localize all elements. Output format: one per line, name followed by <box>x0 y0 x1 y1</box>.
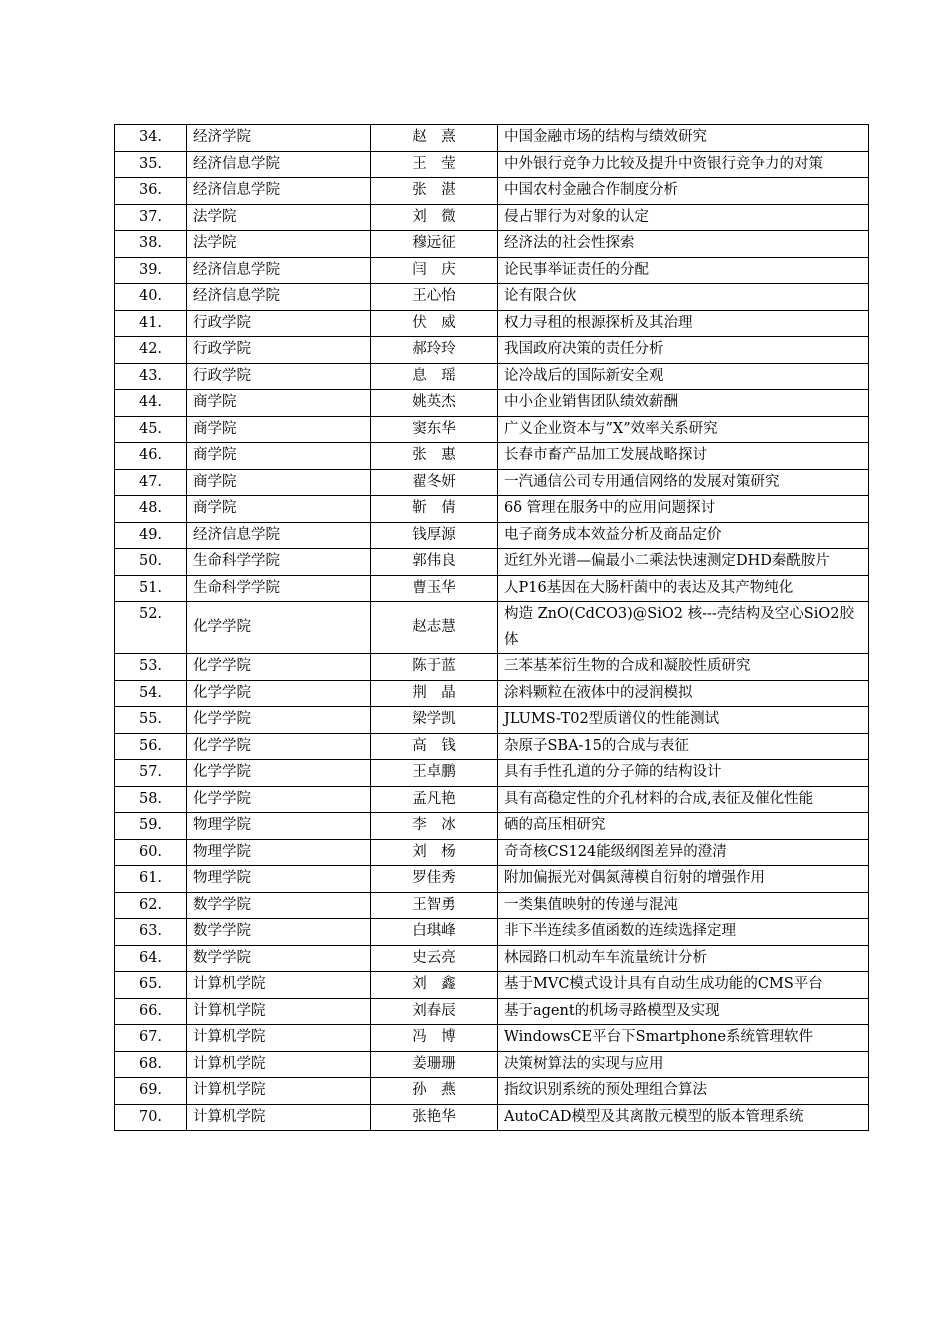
row-name: 张 湛 <box>371 178 498 205</box>
row-name: 姚英杰 <box>371 390 498 417</box>
table-row <box>115 496 869 523</box>
row-name: 刘 杨 <box>371 839 498 866</box>
row-number: 65. <box>115 972 187 999</box>
row-title: JLUMS-T02型质谱仪的性能测试 <box>498 707 869 734</box>
row-name: 王心怡 <box>371 284 498 311</box>
table-row <box>115 1051 869 1078</box>
table-row <box>115 549 869 576</box>
row-college: 经济学院 <box>187 125 371 152</box>
table-row <box>115 575 869 602</box>
table-row <box>115 416 869 443</box>
row-college: 计算机学院 <box>187 1025 371 1052</box>
row-college: 经济信息学院 <box>187 151 371 178</box>
row-title: 中外银行竞争力比较及提升中资银行竞争力的对策 <box>498 151 869 178</box>
row-name: 郝玲玲 <box>371 337 498 364</box>
row-name: 王 莹 <box>371 151 498 178</box>
row-name: 郭伟良 <box>371 549 498 576</box>
row-name: 姜珊珊 <box>371 1051 498 1078</box>
row-name: 张 惠 <box>371 443 498 470</box>
row-number: 52. <box>115 602 187 654</box>
table-row <box>115 125 869 152</box>
row-college: 计算机学院 <box>187 1104 371 1131</box>
row-name: 穆远征 <box>371 231 498 258</box>
row-name: 翟冬妍 <box>371 469 498 496</box>
row-college: 商学院 <box>187 469 371 496</box>
table-row <box>115 363 869 390</box>
row-number: 61. <box>115 866 187 893</box>
row-number: 69. <box>115 1078 187 1105</box>
row-number: 44. <box>115 390 187 417</box>
row-title: 侵占罪行为对象的认定 <box>498 204 869 231</box>
row-name: 赵志慧 <box>371 602 498 654</box>
row-name: 闫 庆 <box>371 257 498 284</box>
row-college: 行政学院 <box>187 337 371 364</box>
row-number: 55. <box>115 707 187 734</box>
row-name: 钱厚源 <box>371 522 498 549</box>
row-number: 66. <box>115 998 187 1025</box>
table-row <box>115 839 869 866</box>
row-title: 论民事举证责任的分配 <box>498 257 869 284</box>
row-name: 王卓鹏 <box>371 760 498 787</box>
row-title: 中国金融市场的结构与绩效研究 <box>498 125 869 152</box>
row-number: 45. <box>115 416 187 443</box>
table-row <box>115 1078 869 1105</box>
row-number: 34. <box>115 125 187 152</box>
table-row <box>115 469 869 496</box>
row-college: 化学学院 <box>187 707 371 734</box>
row-name: 息 瑶 <box>371 363 498 390</box>
table-row <box>115 390 869 417</box>
row-title: 三苯基苯衍生物的合成和凝胶性质研究 <box>498 654 869 681</box>
row-name: 冯 博 <box>371 1025 498 1052</box>
table-row <box>115 284 869 311</box>
row-name: 荆 晶 <box>371 680 498 707</box>
row-number: 53. <box>115 654 187 681</box>
row-name: 刘 微 <box>371 204 498 231</box>
row-title: 一类集值映射的传递与混沌 <box>498 892 869 919</box>
row-college: 经济信息学院 <box>187 178 371 205</box>
row-title: 权力寻租的根源探析及其治理 <box>498 310 869 337</box>
row-title: 基于agent的机场寻路模型及实现 <box>498 998 869 1025</box>
row-name: 高 钱 <box>371 733 498 760</box>
row-title: 涂料颗粒在液体中的浸润模拟 <box>498 680 869 707</box>
project-table-body <box>115 125 869 1131</box>
row-name: 白琪峰 <box>371 919 498 946</box>
row-name: 靳 倩 <box>371 496 498 523</box>
row-number: 41. <box>115 310 187 337</box>
row-college: 商学院 <box>187 416 371 443</box>
row-title: 林园路口机动车车流量统计分析 <box>498 945 869 972</box>
row-title: 论有限合伙 <box>498 284 869 311</box>
row-number: 57. <box>115 760 187 787</box>
row-title: 电子商务成本效益分析及商品定价 <box>498 522 869 549</box>
row-college: 化学学院 <box>187 733 371 760</box>
row-number: 70. <box>115 1104 187 1131</box>
row-title: 近红外光谱—偏最小二乘法快速测定DHD秦酰胺片 <box>498 549 869 576</box>
row-college: 化学学院 <box>187 602 371 654</box>
row-college: 物理学院 <box>187 866 371 893</box>
row-number: 68. <box>115 1051 187 1078</box>
row-college: 生命科学学院 <box>187 575 371 602</box>
row-title: AutoCAD模型及其离散元模型的版本管理系统 <box>498 1104 869 1131</box>
row-title: 硒的高压相研究 <box>498 813 869 840</box>
row-title: 具有高稳定性的介孔材料的合成,表征及催化性能 <box>498 786 869 813</box>
row-number: 36. <box>115 178 187 205</box>
table-row <box>115 892 869 919</box>
row-college: 法学院 <box>187 231 371 258</box>
row-number: 56. <box>115 733 187 760</box>
row-title: 决策树算法的实现与应用 <box>498 1051 869 1078</box>
row-title: 经济法的社会性探索 <box>498 231 869 258</box>
row-name: 曹玉华 <box>371 575 498 602</box>
row-name: 李 冰 <box>371 813 498 840</box>
row-title: 中小企业销售团队绩效薪酬 <box>498 390 869 417</box>
table-row <box>115 866 869 893</box>
table-row <box>115 337 869 364</box>
row-name: 王智勇 <box>371 892 498 919</box>
row-name: 梁学凯 <box>371 707 498 734</box>
row-college: 行政学院 <box>187 363 371 390</box>
row-college: 化学学院 <box>187 786 371 813</box>
row-number: 50. <box>115 549 187 576</box>
row-title: 奇奇核CS124能级纲图差异的澄清 <box>498 839 869 866</box>
row-college: 化学学院 <box>187 680 371 707</box>
project-table <box>114 124 869 1131</box>
row-title: 构造 ZnO(CdCO3)@SiO2 核---壳结构及空心SiO2胶体 <box>498 602 869 654</box>
row-number: 58. <box>115 786 187 813</box>
row-college: 生命科学学院 <box>187 549 371 576</box>
row-college: 商学院 <box>187 496 371 523</box>
table-row <box>115 178 869 205</box>
table-row <box>115 707 869 734</box>
table-row <box>115 760 869 787</box>
row-college: 数学学院 <box>187 892 371 919</box>
row-name: 孙 燕 <box>371 1078 498 1105</box>
row-name: 罗佳秀 <box>371 866 498 893</box>
row-number: 43. <box>115 363 187 390</box>
row-title: 非下半连续多值函数的连续选择定理 <box>498 919 869 946</box>
row-name: 窦东华 <box>371 416 498 443</box>
table-row <box>115 1025 869 1052</box>
row-college: 商学院 <box>187 443 371 470</box>
row-college: 计算机学院 <box>187 1051 371 1078</box>
table-row <box>115 204 869 231</box>
row-title: 基于MVC模式设计具有自动生成功能的CMS平台 <box>498 972 869 999</box>
row-number: 64. <box>115 945 187 972</box>
row-number: 67. <box>115 1025 187 1052</box>
row-college: 商学院 <box>187 390 371 417</box>
row-number: 37. <box>115 204 187 231</box>
row-college: 计算机学院 <box>187 1078 371 1105</box>
table-row <box>115 972 869 999</box>
row-college: 物理学院 <box>187 839 371 866</box>
table-row <box>115 1104 869 1131</box>
table-row <box>115 733 869 760</box>
table-row <box>115 919 869 946</box>
row-college: 物理学院 <box>187 813 371 840</box>
row-title: 6δ 管理在服务中的应用问题探讨 <box>498 496 869 523</box>
row-number: 40. <box>115 284 187 311</box>
row-number: 54. <box>115 680 187 707</box>
row-number: 59. <box>115 813 187 840</box>
row-name: 张艳华 <box>371 1104 498 1131</box>
row-name: 史云亮 <box>371 945 498 972</box>
row-number: 63. <box>115 919 187 946</box>
row-college: 行政学院 <box>187 310 371 337</box>
table-row <box>115 257 869 284</box>
row-number: 42. <box>115 337 187 364</box>
row-name: 刘 鑫 <box>371 972 498 999</box>
row-college: 经济信息学院 <box>187 257 371 284</box>
row-number: 47. <box>115 469 187 496</box>
row-college: 经济信息学院 <box>187 522 371 549</box>
row-number: 39. <box>115 257 187 284</box>
row-title: 中国农村金融合作制度分析 <box>498 178 869 205</box>
row-name: 孟凡艳 <box>371 786 498 813</box>
row-number: 49. <box>115 522 187 549</box>
table-row <box>115 998 869 1025</box>
row-college: 计算机学院 <box>187 998 371 1025</box>
table-row <box>115 151 869 178</box>
row-title: WindowsCE平台下Smartphone系统管理软件 <box>498 1025 869 1052</box>
row-number: 51. <box>115 575 187 602</box>
row-number: 38. <box>115 231 187 258</box>
row-title: 论冷战后的国际新安全观 <box>498 363 869 390</box>
row-college: 化学学院 <box>187 760 371 787</box>
row-title: 附加偏振光对偶氮薄模自衍射的增强作用 <box>498 866 869 893</box>
row-number: 62. <box>115 892 187 919</box>
row-title: 一汽通信公司专用通信网络的发展对策研究 <box>498 469 869 496</box>
row-number: 48. <box>115 496 187 523</box>
row-number: 46. <box>115 443 187 470</box>
row-number: 60. <box>115 839 187 866</box>
row-title: 长春市畜产品加工发展战略探讨 <box>498 443 869 470</box>
table-row <box>115 522 869 549</box>
row-title: 杂原子SBA-15的合成与表征 <box>498 733 869 760</box>
row-college: 计算机学院 <box>187 972 371 999</box>
row-name: 伏 威 <box>371 310 498 337</box>
row-title: 广义企业资本与”X”效率关系研究 <box>498 416 869 443</box>
row-college: 经济信息学院 <box>187 284 371 311</box>
row-number: 35. <box>115 151 187 178</box>
table-row <box>115 813 869 840</box>
row-title: 我国政府决策的责任分析 <box>498 337 869 364</box>
table-row <box>115 602 869 654</box>
row-title: 人P16基因在大肠杆菌中的表达及其产物纯化 <box>498 575 869 602</box>
row-name: 赵 熹 <box>371 125 498 152</box>
row-name: 陈于蓝 <box>371 654 498 681</box>
row-college: 数学学院 <box>187 945 371 972</box>
table-row <box>115 786 869 813</box>
row-college: 数学学院 <box>187 919 371 946</box>
table-row <box>115 443 869 470</box>
table-row <box>115 231 869 258</box>
table-row <box>115 945 869 972</box>
row-college: 化学学院 <box>187 654 371 681</box>
row-college: 法学院 <box>187 204 371 231</box>
table-row <box>115 680 869 707</box>
row-title: 指纹识别系统的预处理组合算法 <box>498 1078 869 1105</box>
table-row <box>115 654 869 681</box>
row-title: 具有手性孔道的分子筛的结构设计 <box>498 760 869 787</box>
table-row <box>115 310 869 337</box>
row-name: 刘春辰 <box>371 998 498 1025</box>
